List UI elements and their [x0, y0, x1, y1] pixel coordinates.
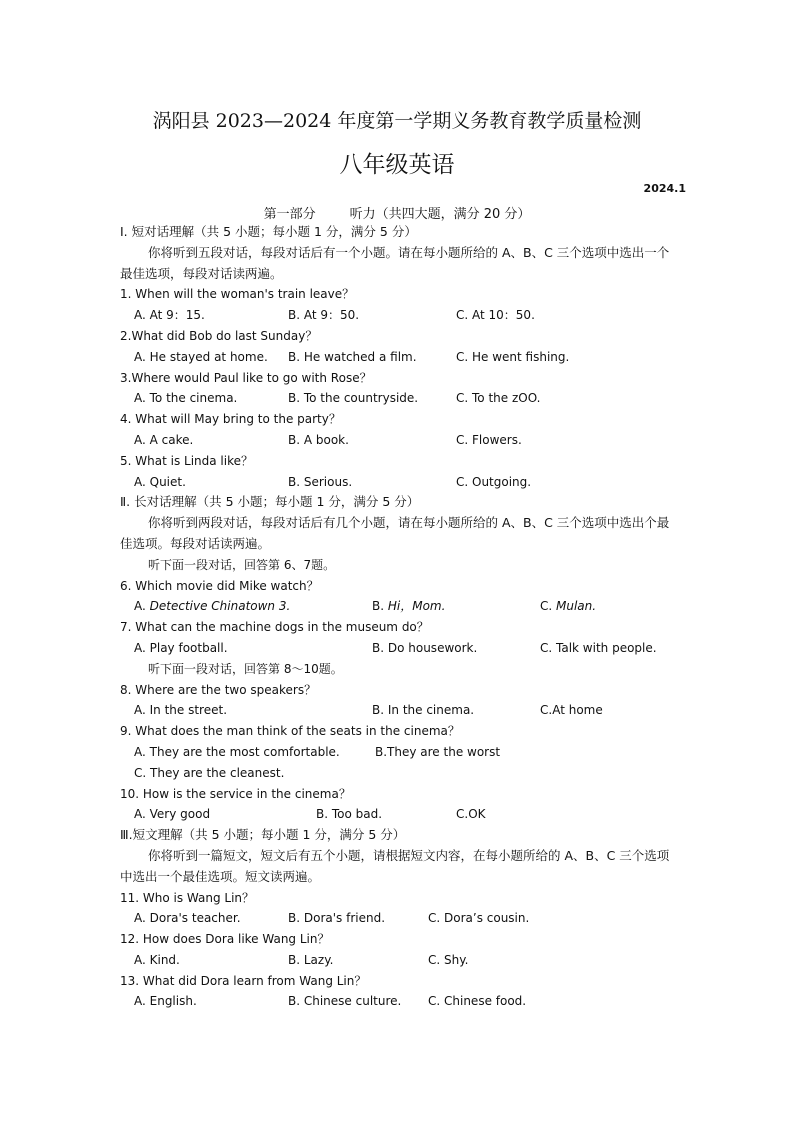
question-text: 6. Which movie did Mike watch？: [120, 578, 319, 593]
option-c[interactable]: [540, 596, 596, 617]
option-b[interactable]: B. Too bad.: [316, 807, 383, 822]
option-c[interactable]: C. Dora’s cousin.: [428, 911, 530, 926]
question-9: [120, 721, 680, 783]
option-c[interactable]: C. Outgoing.: [456, 474, 532, 489]
options-row-2: [120, 763, 680, 784]
options-row: [120, 388, 680, 409]
options-row: [120, 347, 680, 368]
option-b[interactable]: [372, 596, 445, 617]
option-b[interactable]: B. Lazy.: [288, 952, 334, 967]
section-3-instruction: 你将听到一篇短文，短文后有五个小题，请根据短文内容，在每小题所给的 A、B、C 三个选项中选出一个最佳选项。短文读两遍。: [120, 847, 670, 884]
dialog-2-note: 听下面一段对话，回答第 8～10题。: [148, 661, 343, 676]
option-a[interactable]: A. In the street.: [134, 703, 228, 718]
question-text: 2.What did Bob do last Sunday？: [120, 328, 318, 343]
option-b[interactable]: B. In the cinema.: [372, 703, 475, 718]
option-b[interactable]: B. He watched a film.: [288, 349, 417, 364]
option-c[interactable]: C. To the zOO.: [456, 391, 541, 406]
section-1-instruction: 你将听到五段对话，每段对话后有一个小题。请在每小题所给的 A、B、C 三个选项中选出一个最佳选项，每段对话读两遍。: [120, 244, 670, 281]
option-c[interactable]: C. Flowers.: [456, 432, 522, 447]
question-7: [120, 617, 680, 659]
question-text: 1. When will the woman's train leave？: [120, 287, 355, 302]
exam-date: 2024.1: [643, 182, 686, 195]
option-b[interactable]: B.They are the worst: [375, 744, 501, 759]
options-row: [120, 742, 680, 763]
option-a[interactable]: A. He stayed at home.: [134, 349, 268, 364]
section-3-heading: Ⅲ.短文理解（共 5 小题；每小题 1 分，满分 5 分）: [120, 827, 406, 843]
question-12: [120, 929, 680, 971]
options-row: [120, 804, 680, 825]
option-c[interactable]: C.OK: [456, 807, 486, 822]
option-a[interactable]: A. Quiet.: [134, 474, 186, 489]
option-a[interactable]: A. Dora's teacher.: [134, 911, 241, 926]
question-8: [120, 680, 680, 722]
option-b[interactable]: B. To the countryside.: [288, 391, 419, 406]
question-text: 13. What did Dora learn from Wang Lin？: [120, 973, 367, 988]
exam-title: 涡阳县 2023—2024 年度第一学期义务教育教学质量检测: [152, 110, 642, 132]
question-2: [120, 326, 680, 368]
part-heading: [0, 203, 794, 222]
option-c[interactable]: C. Shy.: [428, 952, 469, 967]
question-text: 11. Who is Wang Lin？: [120, 890, 255, 905]
option-a[interactable]: A. Play football.: [134, 640, 228, 655]
option-b[interactable]: B. Do housework.: [372, 640, 478, 655]
question-5: [120, 451, 680, 493]
option-c[interactable]: C. Chinese food.: [428, 994, 527, 1009]
section-1-heading: I. 短对话理解（共 5 小题；每小题 1 分，满分 5 分）: [120, 224, 417, 239]
options-row: [120, 638, 680, 659]
option-b[interactable]: B. Chinese culture.: [288, 994, 402, 1009]
options-row: [120, 700, 680, 721]
dialog-1-note: 听下面一段对话，回答第 6、7题。: [148, 557, 336, 572]
option-c[interactable]: C.At home: [540, 703, 603, 718]
question-text: 9. What does the man think of the seats in the cinema？: [120, 724, 460, 739]
option-a-title: Detective Chinatown 3.: [149, 599, 291, 614]
option-b[interactable]: B. A book.: [288, 432, 349, 447]
section-2-instruction: 你将听到两段对话，每段对话后有几个小题，请在每小题所给的 A、B、C 三个选项中选出个最佳选项。每段对话读两遍。: [120, 515, 670, 551]
options-row: [120, 430, 680, 451]
exam-subtitle: 八年级英语: [339, 152, 455, 178]
option-c[interactable]: C. At 10：50.: [456, 308, 535, 323]
option-a[interactable]: [134, 596, 290, 617]
part-label: 第一部分: [263, 207, 316, 222]
options-row: [120, 991, 680, 1012]
section-2-heading: Ⅱ. 长对话理解（共 5 小题；每小题 1 分，满分 5 分）: [120, 494, 420, 510]
option-c[interactable]: C. Talk with people.: [540, 640, 657, 655]
question-10: [120, 784, 680, 826]
options-row: [120, 908, 680, 929]
option-c[interactable]: C. He went fishing.: [456, 349, 570, 364]
question-text: 8. Where are the two speakers？: [120, 682, 317, 697]
option-a[interactable]: A. English.: [134, 994, 197, 1009]
option-a[interactable]: A. At 9：15.: [134, 308, 205, 323]
option-b-letter: B.: [372, 599, 388, 614]
option-c-title: Mulan.: [556, 599, 597, 614]
options-row: [120, 596, 680, 617]
part-description: 听力（共四大题，满分 20 分）: [349, 207, 531, 222]
question-11: [120, 888, 680, 930]
question-text: 10. How is the service in the cinema？: [120, 786, 351, 801]
question-text: 3.Where would Paul like to go with Rose？: [120, 370, 372, 385]
exam-content: [120, 222, 680, 1012]
question-4: [120, 409, 680, 451]
option-b[interactable]: B. At 9：50.: [288, 308, 360, 323]
question-text: 7. What can the machine dogs in the museum do？: [120, 620, 429, 635]
question-1: [120, 284, 680, 326]
question-text: 12. How does Dora like Wang Lin？: [120, 932, 330, 947]
option-b[interactable]: B. Dora's friend.: [288, 911, 386, 926]
option-a[interactable]: A. A cake.: [134, 432, 194, 447]
option-a-letter: A.: [134, 599, 150, 614]
option-c[interactable]: C. They are the cleanest.: [134, 765, 285, 780]
option-b-title: Hi，Mom.: [387, 599, 446, 614]
option-b[interactable]: B. Serious.: [288, 474, 353, 489]
option-a[interactable]: A. Kind.: [134, 952, 180, 967]
question-text: 5. What is Linda like？: [120, 453, 253, 468]
question-3: [120, 368, 680, 410]
option-a[interactable]: A. Very good: [134, 807, 211, 822]
option-a[interactable]: A. They are the most comfortable.: [134, 744, 340, 759]
options-row: [120, 950, 680, 971]
question-text: 4. What will May bring to the party？: [120, 412, 341, 427]
options-row: [120, 472, 680, 493]
question-13: [120, 971, 680, 1013]
question-6: [120, 576, 680, 618]
option-c-letter: C.: [540, 599, 557, 614]
options-row: [120, 305, 680, 326]
option-a[interactable]: A. To the cinema.: [134, 391, 238, 406]
